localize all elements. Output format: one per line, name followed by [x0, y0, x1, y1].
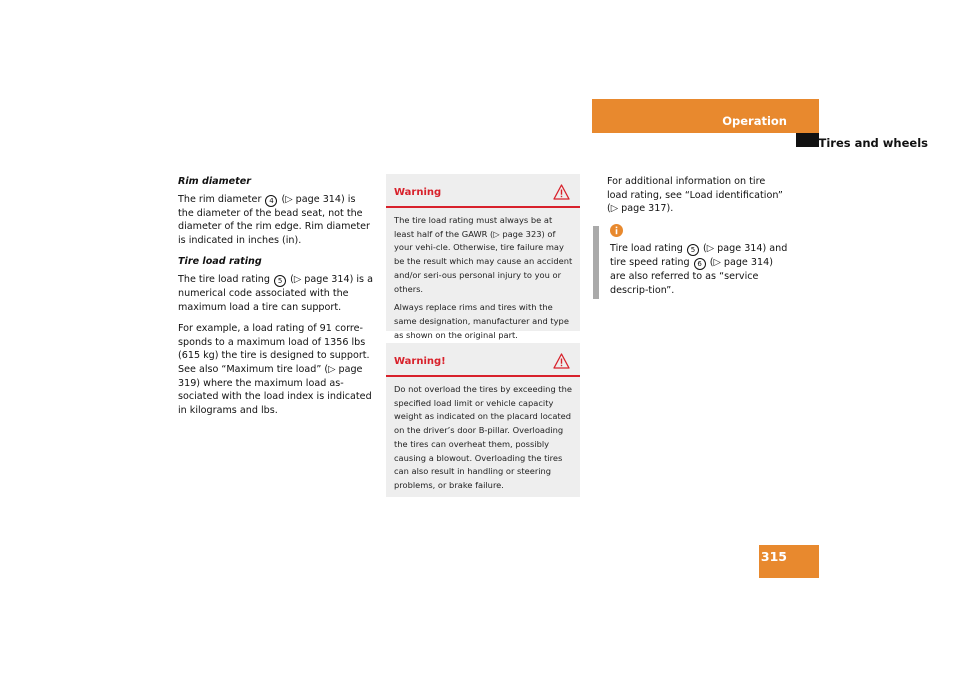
right-column: [607, 175, 783, 224]
rim-text-a: The rim diameter: [178, 193, 262, 205]
additional-info-paragraph: For additional information on tire load rating, see “Load identification” (▷ page 317).: [607, 176, 783, 215]
warning-triangle-icon: [553, 353, 570, 369]
header-tab-marker: [796, 133, 819, 147]
section-title: Operation: [722, 114, 787, 128]
warning-title: Warning: [394, 187, 442, 198]
info-text-c: (▷ page 314) are also referred to as “service descrip-tion”.: [610, 257, 773, 296]
warning-body: [386, 208, 580, 342]
section-subtitle: Tires and wheels: [818, 136, 928, 150]
warning-header: [386, 343, 580, 377]
callout-marker: 5: [274, 275, 286, 287]
callout-marker: 6: [694, 258, 706, 270]
info-text-a: Tire load rating: [610, 243, 683, 254]
warning-title: Warning!: [394, 356, 446, 367]
rim-diameter-heading: Rim diameter: [178, 176, 251, 187]
tire-load-paragraph-2: For example, a load rating of 91 corre-sponds to a maximum load of 1356 lbs (615 kg) the tire is designed to support. See also “Maximum tire load” (▷ page 319) where the maximum load as-sociated with the load index is indicated in kilograms and lbs.: [178, 323, 372, 416]
warning-paragraph: The tire load rating must always be at least half of the GAWR (▷ page 323) of your vehi-cle. Otherwise, tire failure may be the result which may cause an accident and/or seri-ous personal injury to you or others.: [394, 215, 573, 294]
page-number-box: [759, 545, 819, 578]
info-note: [610, 242, 790, 297]
warning-header: [386, 174, 580, 208]
info-icon: [610, 224, 623, 237]
tire-load-heading: Tire load rating: [178, 256, 262, 268]
callout-marker: 4: [265, 195, 277, 207]
warning-paragraph: Do not overload the tires by exceeding the specified load limit or vehicle capacity weight as indicated on the placard located on the driver’s door B-pillar. Overloading the tires can overheat them, possibly causing a blowout. Overloading the tires can also result in handling or steering problems, or brake failure.: [394, 384, 572, 490]
left-column: [178, 175, 374, 425]
rim-diameter-paragraph: [178, 193, 374, 248]
info-text-b: (▷ page 314) and tire speed rating: [610, 243, 788, 268]
info-side-bar: [593, 226, 599, 299]
warning-triangle-icon: [553, 184, 570, 200]
page-number: 315: [760, 549, 787, 564]
tire-load-paragraph-1: [178, 273, 374, 314]
warning-box: [386, 174, 580, 340]
callout-marker: 5: [687, 244, 699, 256]
load-text-a: The tire load rating: [178, 273, 270, 285]
header-banner: [592, 99, 819, 133]
warning-body: [386, 377, 580, 493]
rim-text-b: (▷ page 314) is the diameter of the bead seat, not the diameter of the rim edge. Rim diameter is indicated in inches (in).: [178, 193, 370, 246]
load-text-b: (▷ page 314) is a numerical code associated with the maximum load a tire can support.: [178, 273, 373, 313]
warning-paragraph: Always replace rims and tires with the same designation, manufacturer and type as shown on the original part.: [394, 302, 569, 340]
warning-box: [386, 343, 580, 497]
